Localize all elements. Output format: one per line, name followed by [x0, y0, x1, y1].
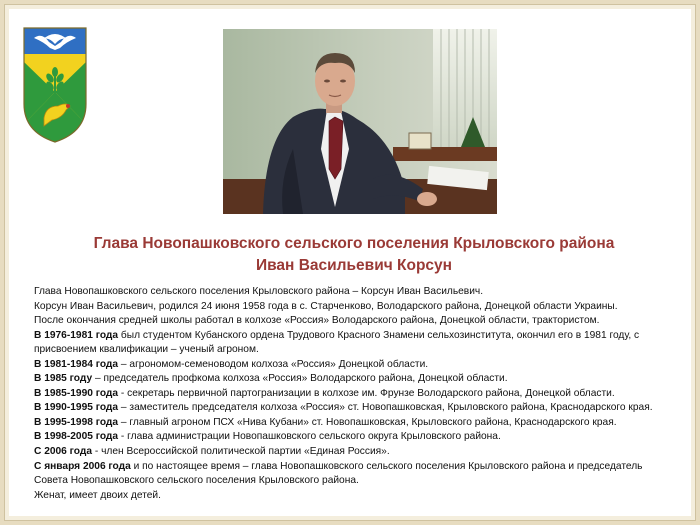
bio-text: – агрономом-семеноводом колхоза «Россия» Донецкой области.: [118, 358, 429, 370]
bio-text: Совета Новопашковского сельского поселения Крыловского района.: [34, 475, 359, 487]
bio-line: [34, 387, 694, 402]
bio-text: - глава администрации Новопашковского сельского округа Крыловского района.: [118, 431, 501, 443]
bio-line: [34, 460, 694, 475]
bio-text: – председатель профкома колхоза «Россия» Володарского района, Донецкой области.: [92, 373, 508, 385]
bio-period: В 1976-1981 года: [34, 329, 119, 341]
bio-line: [34, 416, 694, 431]
coat-of-arms-icon: [22, 26, 88, 144]
bio-period: В 1998-2005 года: [34, 431, 119, 443]
bio-text: и по настоящее время – глава Новопашковского сельского поселения Крыловского района и председатель: [130, 460, 643, 472]
bio-text: - член Всероссийской политической партии «Единая Россия».: [92, 446, 390, 458]
bio-text: Женат, имеет двоих детей.: [34, 489, 161, 501]
bio-period: С 2006 года: [34, 446, 93, 458]
bio-period: В 1995-1998 года: [34, 416, 119, 428]
bio-line: [34, 343, 694, 358]
bio-line: [34, 358, 694, 373]
portrait-photo: [223, 29, 497, 214]
bio-line: [34, 329, 694, 344]
page-title: [4, 233, 700, 277]
bio-text: присвоением квалификации – ученый агроном.: [34, 344, 259, 356]
bio-line: [34, 401, 694, 416]
bio-text: – заместитель председателя колхоза «Россия» ст. Новопашковская, Крыловского района, Краснодарского края.: [118, 402, 653, 414]
bio-text: был студентом Кубанского ордена Трудового Красного Знамени сельхозинститута, окончил его в 1981 году, с: [118, 329, 640, 341]
title-line-1: Глава Новопашковского сельского поселения Крыловского района: [93, 235, 615, 252]
intro-line: Глава Новопашковского сельского поселения Крыловского района – Корсун Иван Васильевич.: [34, 286, 484, 297]
bio-line: [34, 445, 694, 460]
intro-line: После окончания средней школы работал в колхозе «Россия» Володарского района, Донецкой области, трактористом.: [34, 315, 600, 327]
title-line-2: Иван Васильевич Корсун: [255, 257, 453, 274]
bio-line: [34, 474, 694, 489]
bio-period: В 1985-1990 года: [34, 387, 119, 399]
bio-period: В 1990-1995 года: [34, 402, 119, 414]
intro-line: Корсун Иван Васильевич, родился 24 июня 1958 года в с. Старченково, Володарского района, Донецкой области Украины.: [34, 300, 618, 312]
bio-text: - секретарь первичной партогранизации в колхозе им. Фрунзе Володарского района, Донецкой области.: [118, 387, 615, 399]
bio-line: [34, 372, 694, 387]
bio-period: В 1985 году: [34, 373, 93, 385]
biography-text: [34, 285, 694, 503]
bio-period: С января 2006 года: [34, 460, 131, 472]
bio-period: В 1981-1984 года: [34, 358, 119, 370]
bio-text: – главный агроном ПСХ «Нива Кубани» ст. Новопашковская, Крыловского района, Краснодарского края.: [118, 416, 617, 428]
bio-line: [34, 489, 694, 504]
bio-line: [34, 430, 694, 445]
